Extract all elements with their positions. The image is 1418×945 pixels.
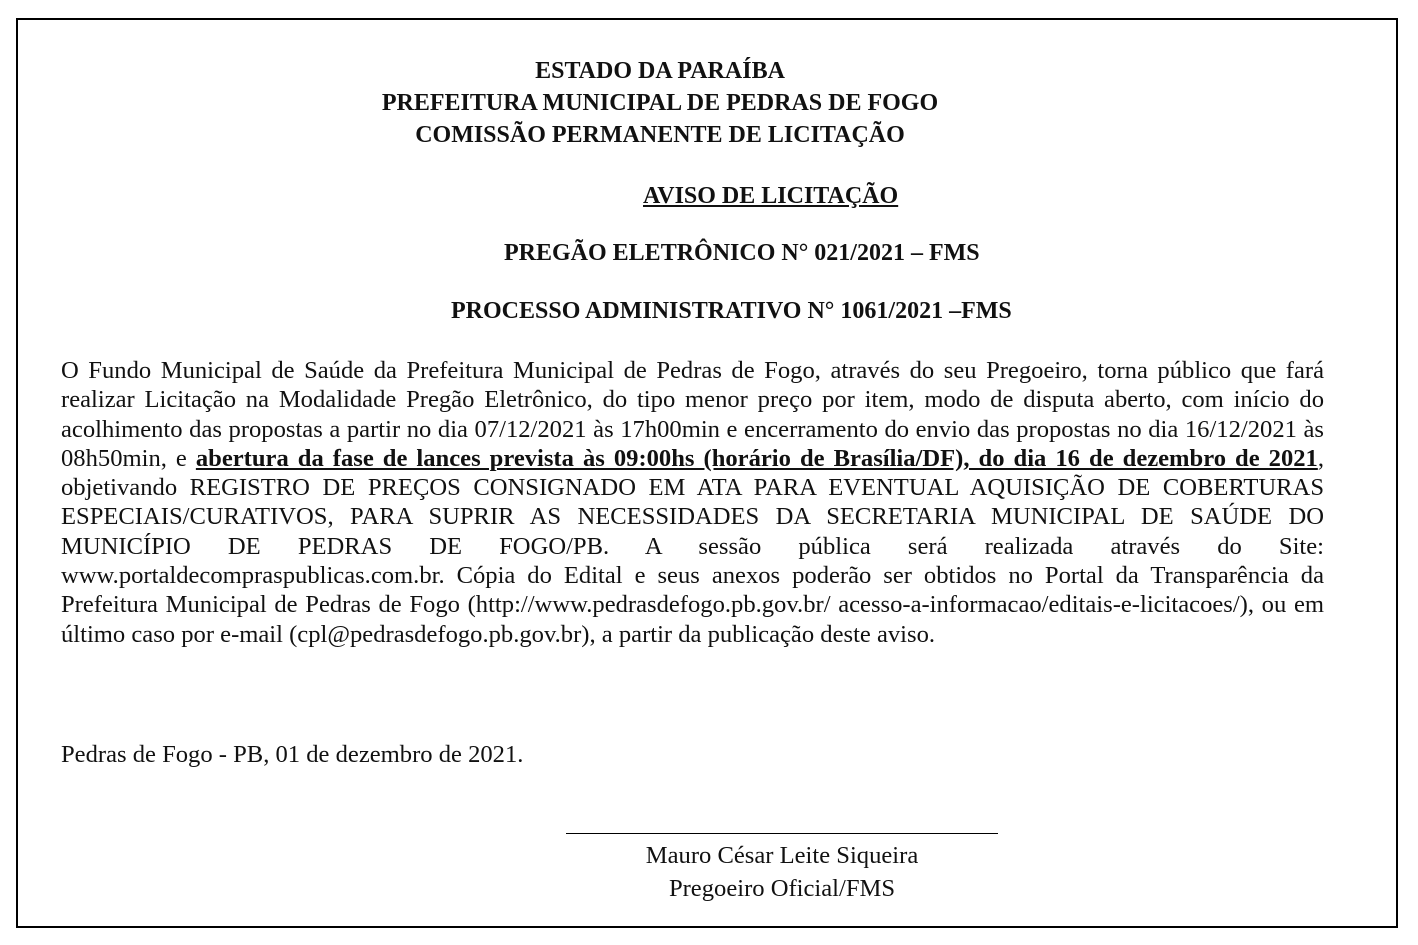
date-line: Pedras de Fogo - PB, 01 de dezembro de 2021. — [61, 741, 524, 768]
body-text-part1: O Fundo Municipal de Saúde da Prefeitura Municipal de Pedras de Fogo, através do seu Pregoeiro, torna público que fará realizar Licitação na Modalidade Pregão Eletrônico, do tipo menor preço por item, modo de disputa aberto, com início do acolhimento das propostas a partir no dia 07/12/2021 às 17h00min e encerramento do envio das propostas no dia 16/12/2021 às 08h50min, e — [61, 357, 1324, 472]
notice-body — [61, 356, 1324, 649]
notice-title: AVISO DE LICITAÇÃO — [643, 183, 899, 209]
signature-line — [566, 833, 998, 834]
body-highlight: abertura da fase de lances prevista às 09:00hs (horário de Brasília/DF), do dia 16 de dezembro de 2021 — [195, 444, 1318, 472]
signatory-role: Pregoeiro Oficial/FMS — [668, 875, 896, 902]
pregao-number: PREGÃO ELETRÔNICO N° 021/2021 – FMS — [504, 240, 980, 266]
header-municipality: PREFEITURA MUNICIPAL DE PEDRAS DE FOGO — [381, 90, 939, 116]
signatory-name: Mauro César Leite Siqueira — [645, 842, 919, 869]
header-commission: COMISSÃO PERMANENTE DE LICITAÇÃO — [415, 122, 905, 148]
processo-number: PROCESSO ADMINISTRATIVO N° 1061/2021 –FMS — [451, 298, 1012, 324]
header-state: ESTADO DA PARAÍBA — [535, 58, 785, 84]
body-text-part2: , objetivando REGISTRO DE PREÇOS CONSIGNADO EM ATA PARA EVENTUAL AQUISIÇÃO DE COBERTURAS ESPECIAIS/CURATIVOS, PARA SUPRIR AS NECESSIDADES DA SECRETARIA MUNICIPAL DE SAÚDE DO MUNICÍPIO DE PEDRAS DE FOGO/PB. A sessão pública será realizada através do Site: www.portaldecompraspublicas.com.br. Cópia do Edital e seus anexos poderão ser obtidos no Portal da Transparência da Prefeitura Municipal de Pedras de Fogo (http://www.pedrasdefogo.pb.gov.br/ acesso-a-informacao/editais-e-licitacoes/), ou em último caso por e-mail (cpl@pedrasdefogo.pb.gov.br), a partir da publicação deste aviso. — [61, 444, 1324, 648]
